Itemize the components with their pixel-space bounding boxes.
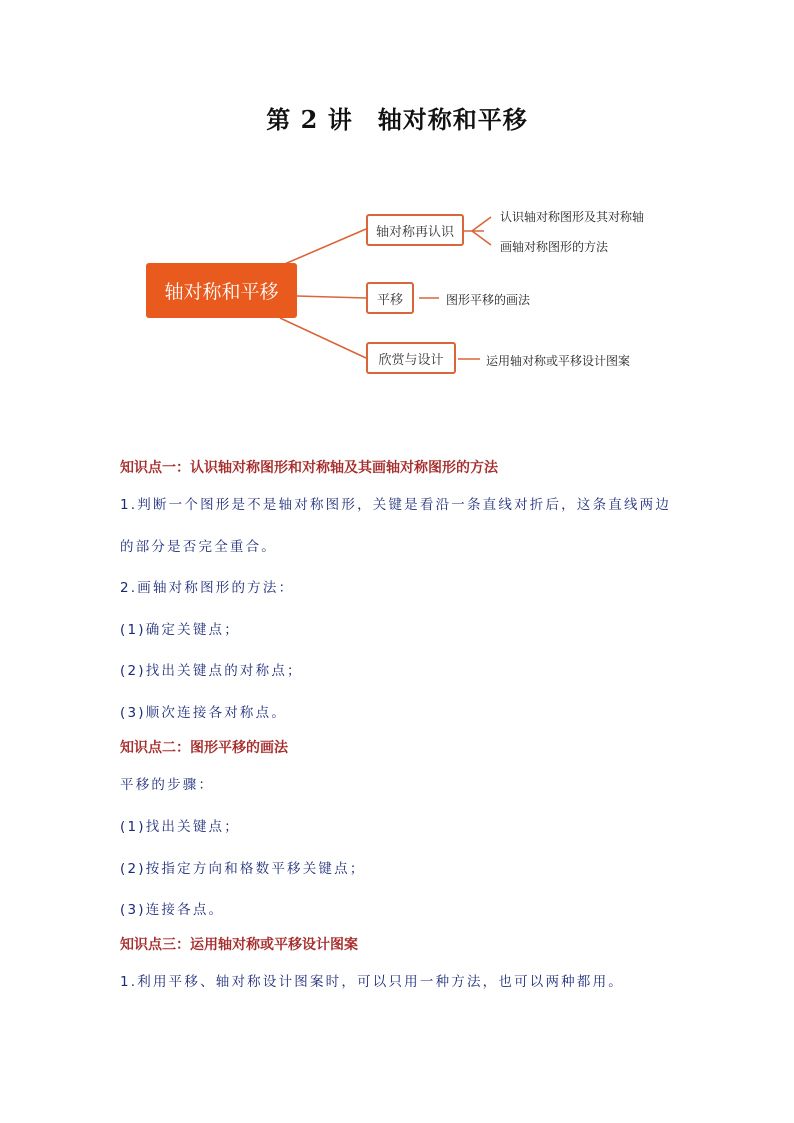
text-line: (2)找出关键点的对称点； xyxy=(120,663,303,679)
text-line: (1)确定关键点； xyxy=(120,622,240,638)
mindmap-leaf: 画轴对称图形的方法 xyxy=(500,240,609,254)
mindmap-branch-translation: 平移 xyxy=(366,282,414,314)
section-heading: 知识点二：图形平移的画法 xyxy=(120,740,288,756)
text-line: 的部分是否完全重合。 xyxy=(120,539,277,555)
mindmap-leaf: 运用轴对称或平移设计图案 xyxy=(486,354,631,368)
mindmap-branch-appreciation-design: 欣赏与设计 xyxy=(366,342,456,374)
mindmap-root: 轴对称和平移 xyxy=(146,263,297,318)
connector-fork-leaf2 xyxy=(472,231,491,245)
page-title: 第 2 讲 轴对称和平移 xyxy=(266,105,528,134)
mindmap-leaf: 图形平移的画法 xyxy=(446,293,531,307)
text-line: 2.画轴对称图形的方法： xyxy=(120,580,295,596)
section-heading: 知识点三：运用轴对称或平移设计图案 xyxy=(120,937,358,953)
text-line: (3)连接各点。 xyxy=(120,902,225,918)
mindmap-leaf: 认识轴对称图形及其对称轴 xyxy=(500,210,645,224)
text-line: (1)找出关键点； xyxy=(120,819,240,835)
mindmap-branch-axial-symmetry: 轴对称再认识 xyxy=(366,214,464,246)
section-heading: 知识点一：认识轴对称图形和对称轴及其画轴对称图形的方法 xyxy=(120,460,498,476)
text-line: 平移的步骤： xyxy=(120,777,215,793)
text-line: 1.判断一个图形是不是轴对称图形，关键是看沿一条直线对折后，这条直线两边 xyxy=(120,497,672,513)
connector-root-branch1 xyxy=(280,229,366,266)
connector-root-branch3 xyxy=(280,318,366,358)
text-line: (3)顺次连接各对称点。 xyxy=(120,705,288,721)
connector-root-branch2 xyxy=(297,296,366,298)
connector-fork-leaf1 xyxy=(472,217,491,231)
text-line: 1.利用平移、轴对称设计图案时，可以只用一种方法，也可以两种都用。 xyxy=(120,974,624,990)
text-line: (2)按指定方向和格数平移关键点； xyxy=(120,861,366,877)
